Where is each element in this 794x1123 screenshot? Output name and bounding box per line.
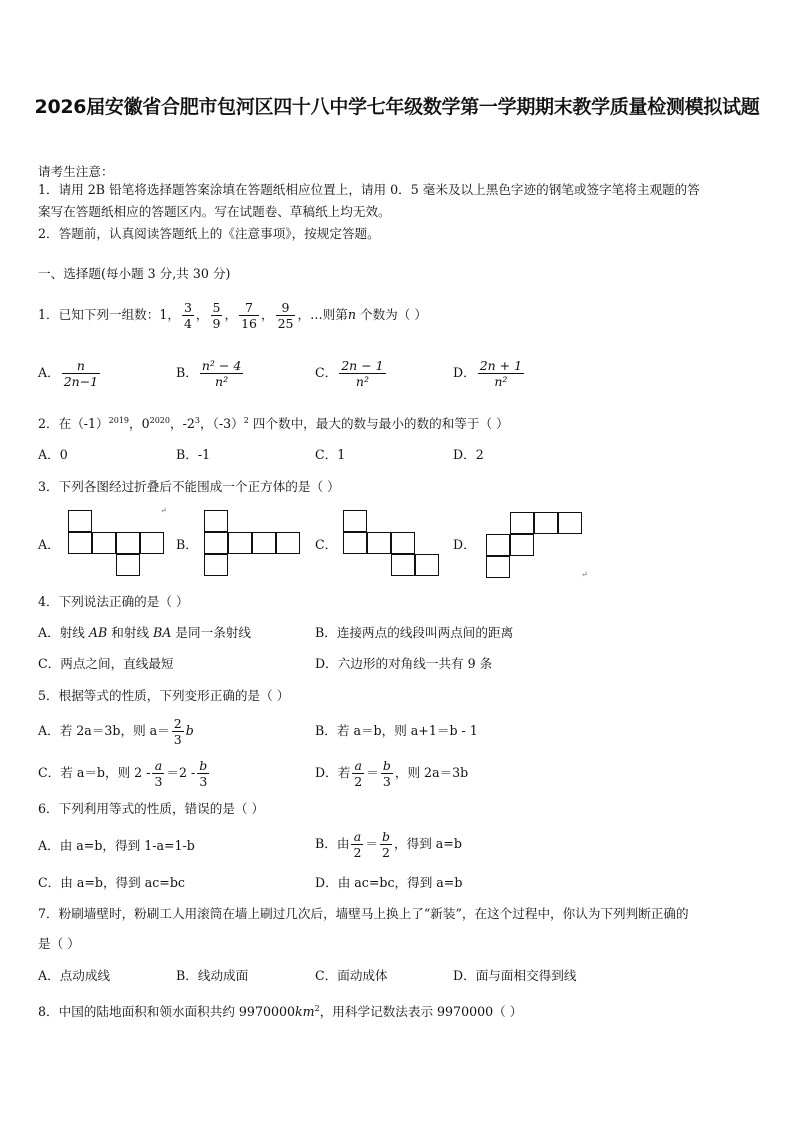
question-4-option-c: C．两点之间，直线最短 (38, 656, 174, 671)
question-7-option-d: D．面与面相交得到线 (453, 968, 577, 983)
question-2-option-d: D．2 (453, 447, 484, 462)
question-4-stem: 4．下列说法正确的是（ ） (38, 594, 189, 609)
question-6-stem: 6．下列利用等式的性质，错误的是（ ） (38, 801, 265, 816)
fraction: $\frac{3}{4}$ (183, 300, 192, 331)
question-7-option-a: A．点动成线 (38, 968, 111, 983)
question-3-label-c: C． (315, 537, 338, 552)
question-6-option-a: A．由 a=b，得到 1-a=1-b (38, 838, 195, 853)
question-6-option-c: C．由 a=b，得到 ac=bc (38, 875, 185, 890)
question-6-option-d: D．由 ac=bc，得到 a=b (315, 875, 463, 890)
question-7-option-b: B．线动成面 (176, 968, 249, 983)
question-3-label-a: A． (38, 537, 60, 552)
notice-heading: 请考生注意： (38, 164, 114, 179)
fraction: $\frac{5}{9}$ (212, 300, 221, 331)
question-5-option-d: D．若 $\frac{a}{2}$ ＝ $\frac{b}{3}$ ，则 2a＝3b (315, 758, 469, 789)
question-3-label-b: B． (176, 537, 198, 552)
question-5-option-a: A．若 2a＝3b，则 a＝ $\frac{2}{3}$ b (38, 716, 194, 747)
question-3-label-d: D． (453, 537, 476, 552)
question-5-stem: 5．根据等式的性质，下列变形正确的是（ ） (38, 688, 290, 703)
question-1-option-d: D． $\frac{2n + 1}{\text{n²}}$ (453, 358, 523, 389)
question-2-option-b: B．-1 (176, 447, 211, 462)
page-title: 2026届安徽省合肥市包河区四十八中学七年级数学第一学期期末教学质量检测模拟试题 (34, 96, 760, 118)
question-4-option-d: D．六边形的对角线一共有 9 条 (315, 656, 493, 671)
question-5-option-c: C．若 a＝b，则 2 - $\frac{a}{3}$ ＝2 - $\frac{b}{3}$ (38, 758, 208, 789)
question-7-option-c: C．面动成体 (315, 968, 388, 983)
question-1-option-b: B． $\frac{\text{n² − 4}}{\text{n²}}$ (176, 358, 242, 389)
fraction: $\frac{9}{25}$ (277, 300, 294, 331)
question-4-option-a: A．射线 AB 和射线 BA 是同一条射线 (38, 625, 251, 640)
question-1-stem: 1．已知下列一组数：1， $\frac{3}{4}$ ， $\frac{5}{9}$ ， $\frac{7}{16}$ ， $\frac{9}{25}$ ，…则第n 个数为（ ） (38, 300, 427, 331)
question-8-stem: 8．中国的陆地面积和领水面积共约 $9970000km^2$，用科学记数法表示 9970000（ ） (38, 1004, 523, 1019)
section-heading: 一、选择题(每小题 3 分,共 30 分) (38, 266, 231, 281)
question-4-option-b: B．连接两点的线段叫两点间的距离 (315, 625, 514, 640)
question-1-option-a: A． $\frac{n}{2n-1}$ (38, 358, 99, 389)
question-3-stem: 3．下列各图经过折叠后不能围成一个正方体的是（ ） (38, 479, 340, 494)
notice-item-2: 2．答题前，认真阅读答题纸上的《注意事项》，按规定答题。 (38, 226, 380, 241)
question-1-option-c: C． $\frac{2n - 1}{\text{n²}}$ (315, 358, 384, 389)
notice-item-1-cont: 案写在答题纸相应的答题区内。写在试题卷、草稿纸上均无效。 (38, 204, 391, 219)
notice-item-1: 1．请用 2B 铅笔将选择题答案涂填在答题纸相应位置上，请用 0．5 毫米及以上黑色字迹的钢笔或签字笔将主观题的答 (38, 182, 700, 197)
question-2-option-a: A．0 (38, 447, 68, 462)
question-7-stem: 7．粉刷墙壁时，粉刷工人用滚筒在墙上刷过几次后，墙壁马上换上了“新装”，在这个过程中，你认为下列判断正确的 (38, 906, 689, 921)
question-5-option-b: B．若 a＝b，则 a+1＝b - 1 (315, 723, 478, 738)
fraction: $\frac{7}{16}$ (241, 300, 257, 331)
question-6-option-b: B．由 $\frac{a}{2}$ ＝ $\frac{b}{2}$ ，得到 a=b (315, 829, 462, 860)
question-7-stem-cont: 是（ ） (38, 936, 80, 951)
question-2-stem: 2．在$(-1)^{2019}$，$0^{2020}$，$-2^3$，$(-3)^2$ 四个数中，最大的数与最小的数的和等于（ ） (38, 416, 509, 431)
question-2-option-c: C．1 (315, 447, 346, 462)
